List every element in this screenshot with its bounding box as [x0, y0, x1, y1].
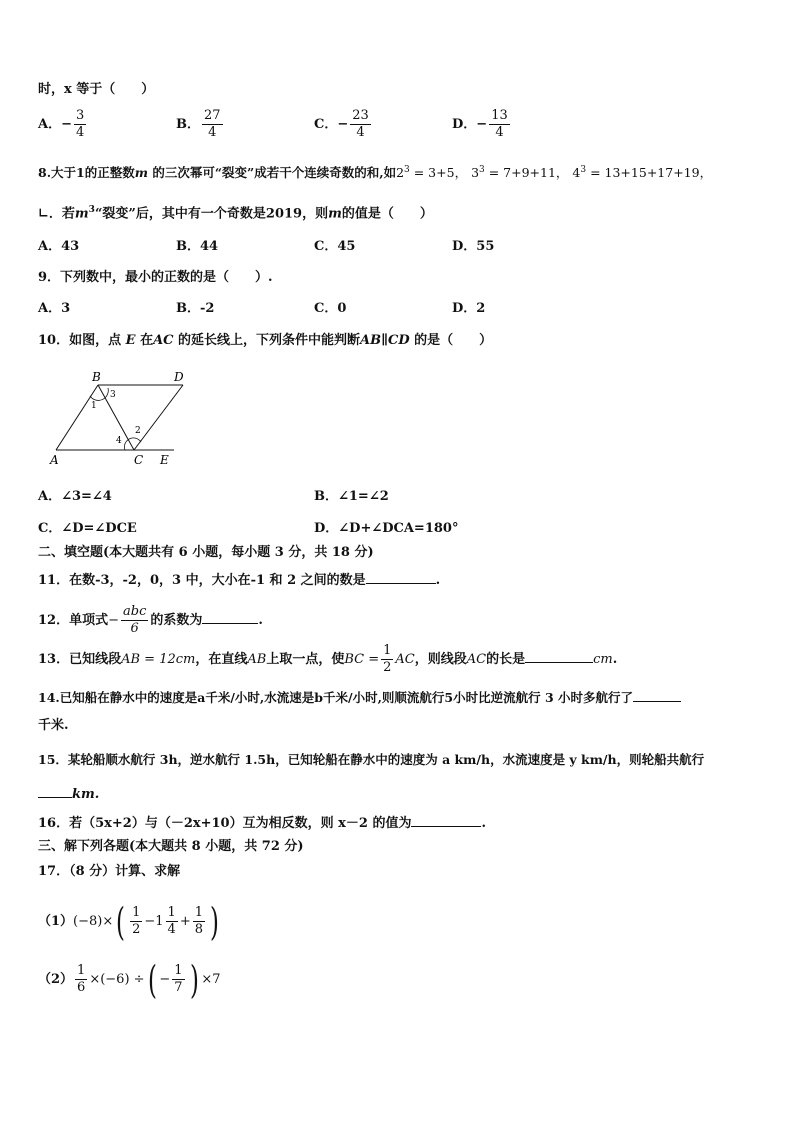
q16: 16．若（5x+2）与（－2x+10）互为相反数，则 x－2 的值为 . [38, 812, 486, 834]
segment-cd [134, 385, 183, 450]
q7-option-b: B． $\frac{27}{4}$ [176, 108, 221, 140]
q13: 13．已知线段AB = 12cm，在直线AB上取一点，使BC = $\frac{1}{2}$ AC，则线段AC的长是 cm. [38, 643, 618, 675]
label-c: C [134, 453, 144, 467]
q7-option-d: D．− $\frac{13}{4}$ [452, 108, 508, 140]
label-a: A [50, 453, 59, 467]
q14-line1: 14.已知船在静水中的速度是a千米/小时,水流速是b千米/小时,则顺流航行5小时比逆流航行 3 小时多航行了 [38, 687, 681, 708]
angle-label-1: 1 [91, 401, 97, 411]
q8-option-c: C．45 [314, 239, 356, 254]
q9-option-a: A．3 [38, 301, 71, 316]
q8-option-b: B．44 [176, 239, 219, 254]
q17-part2: （2） $\frac{1}{6}$ ×(−6) ÷( − $\frac{1}{7}$ ) ×7 [38, 957, 221, 1002]
label-d: D [174, 370, 184, 384]
angle-label-2: 2 [135, 426, 141, 436]
section3-heading: 三、解下列各题(本大题共 8 小题，共 72 分) [38, 839, 304, 854]
label-e: E [160, 453, 169, 467]
q17-stem: 17．（8 分）计算、求解 [38, 864, 181, 879]
q7-option-c: C．− $\frac{23}{4}$ [314, 108, 369, 140]
q10-stem: 10．如图，点 E 在AC 的延长线上，下列条件中能判断AB∥CD 的是（ ） [38, 333, 493, 348]
q17-part1: （1）(−8)×( $\frac{1}{2}$ −1 $\frac{1}{4}$ + $\frac{1}{8}$ ) [38, 899, 219, 944]
q9-option-b: B．-2 [176, 301, 215, 316]
q9-option-d: D．2 [452, 301, 486, 316]
section2-heading: 二、填空题(本大题共有 6 小题，每小题 3 分，共 18 分) [38, 545, 374, 560]
segment-ab [56, 385, 98, 450]
q12: 12．单项式− $\frac{\text{abc}}{6}$ 的系数为 . [38, 604, 263, 636]
q14-line2: 千米. [38, 718, 69, 733]
angle-label-3: 3 [110, 390, 116, 400]
q10-option-b: B．∠1=∠2 [314, 489, 389, 504]
q7-stem: 时，x 等于（ ） [38, 82, 155, 97]
q15-line2: km. [38, 783, 99, 805]
q9-stem: 9．下列数中，最小的正数的是（ ）. [38, 270, 273, 285]
q9-option-c: C．0 [314, 301, 347, 316]
q7-option-a: A．− $\frac{3}{4}$ [38, 108, 85, 140]
angle-label-4: 4 [116, 436, 122, 446]
q8-option-d: D．55 [452, 239, 495, 254]
q15-line1: 15．某轮船顺水航行 3h，逆水航行 1.5h，已知轮船在静水中的速度为 a km/h，水流速度是 y km/h，则轮船共航行 [38, 752, 705, 767]
q11: 11．在数-3，-2，0，3 中，大小在-1 和 2 之间的数是 . [38, 569, 440, 591]
q10-option-d: D．∠D+∠DCA=180° [314, 521, 459, 536]
label-b: B [92, 370, 101, 384]
q8-stem-line1: 8.大于1的正整数m 的三次幂可“裂变”成若干个连续奇数的和,如$2^3 = 3+5$， $3^3 = 7+9+11$， $4^3 = 13+15+17+19$， [38, 165, 713, 181]
q10-option-c: C．∠D=∠DCE [38, 521, 137, 536]
q8-option-a: A．43 [38, 239, 80, 254]
q8-stem-line2: ∟．若$m^3“$裂变”后，其中有一个奇数是2019，则m的值是（ ） [38, 205, 433, 222]
q10-figure [46, 366, 196, 470]
q10-option-a: A．∠3=∠4 [38, 489, 112, 504]
